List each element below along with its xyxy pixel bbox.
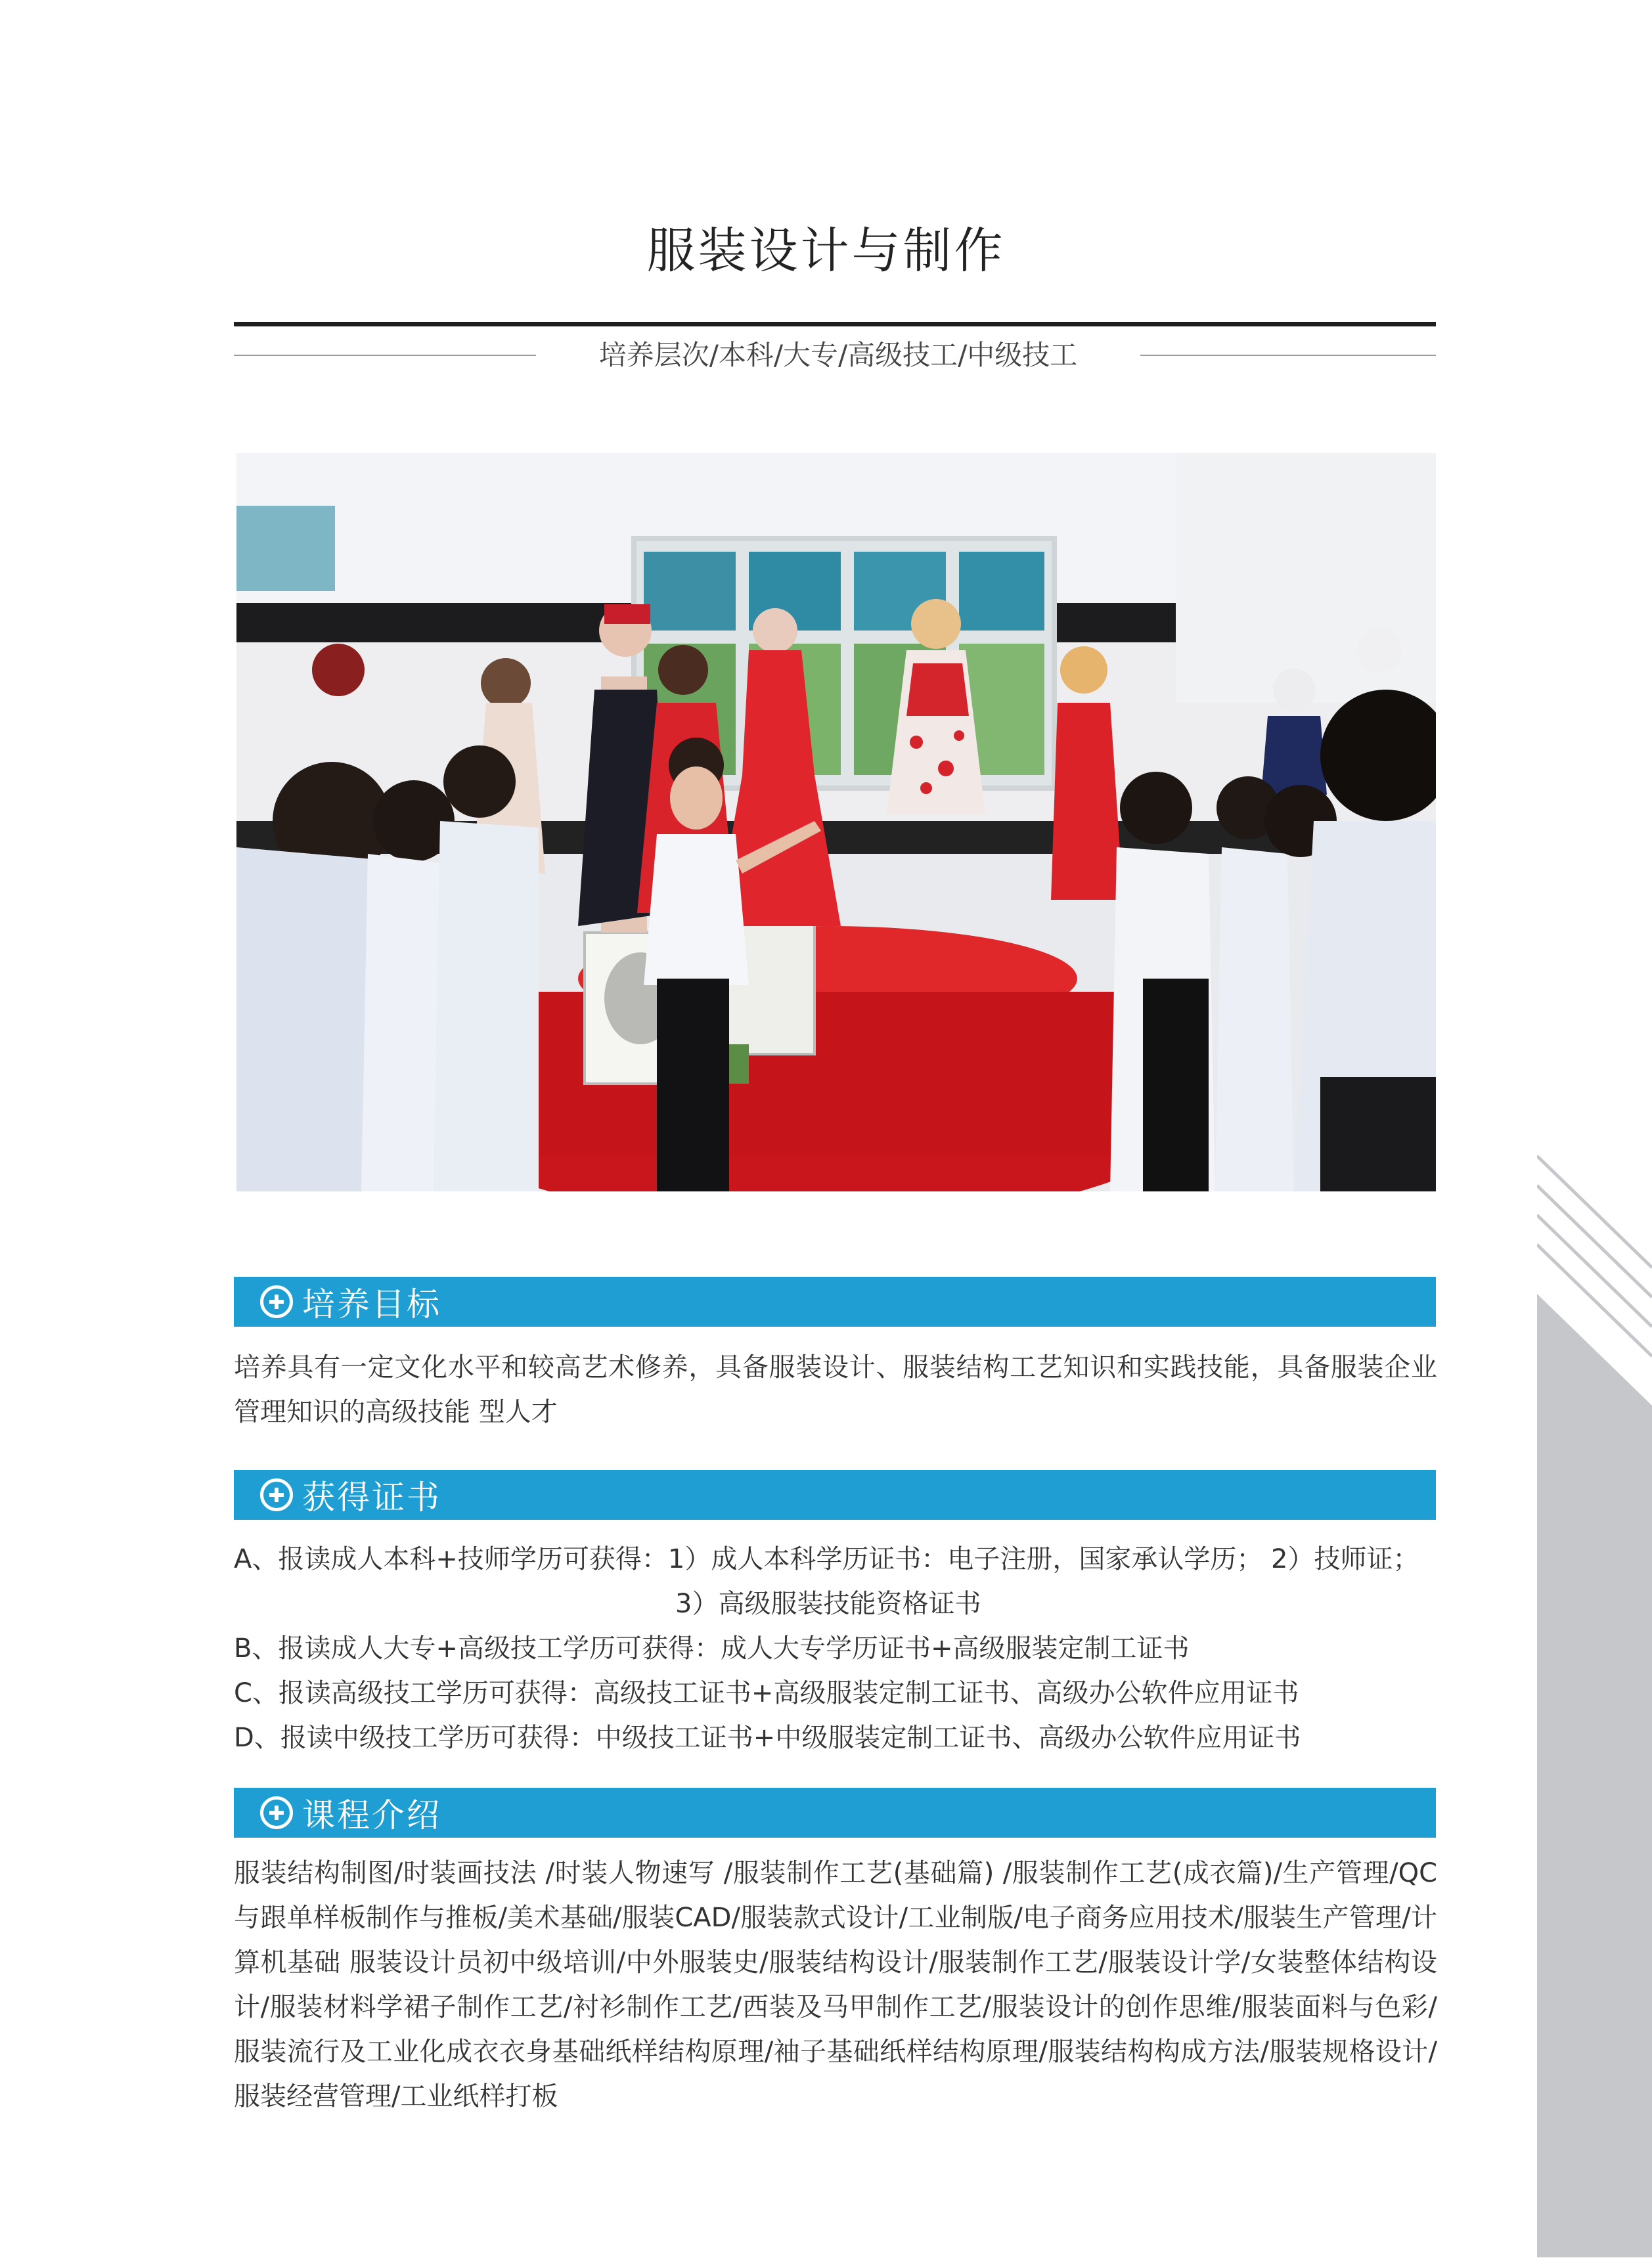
section-courses-text: 服装结构制图/时装画技法 /时装人物速写 /服装制作工艺(基础篇) /服装制作工艺(成衣篇)/生产管理/QC与跟单样板制作与推板/美术基础/服装CAD/服装款式设计/工业制版/电子商务应用技术/服装生产管理/计算机基础 服装设计员初中级培训/中外服装史/服装结构设计/服装制作工艺/服装设计学/女装整体结构设计/服装材料学裙子制作工艺/衬衫制作工艺/西装及马甲制作工艺/服装设计的创作思维/服装面料与色彩/服装流行及工业化成衣衣身基础纸样结构原理/袖子基础纸样结构原理/服装结构构成方法/服装规格设计/服装经营管理/工业纸样打板 <box>234 1858 1437 2112</box>
section-goal-header <box>234 1277 1436 1327</box>
section-certificates-title: 获得证书 <box>302 1478 441 1517</box>
section-certificates-header <box>234 1470 1436 1520</box>
subtitle-row <box>234 334 1436 377</box>
section-courses-title: 课程介绍 <box>302 1796 441 1834</box>
certificate-line-d: D、报读中级技工学历可获得：中级技工证书+中级服装定制工证书、高级办公软件应用证书 <box>234 1723 1301 1753</box>
section-courses-header <box>234 1788 1436 1838</box>
subtitle-line-left <box>234 355 536 356</box>
certificate-line-c: C、报读高级技工学历可获得：高级技工证书+高级服装定制工证书、高级办公软件应用证书 <box>234 1678 1299 1708</box>
section-goal-title: 培养目标 <box>302 1285 441 1323</box>
title-rule <box>234 322 1436 326</box>
subtitle: 培养层次/本科/大专/高级技工/中级技工 <box>598 339 1078 371</box>
section-goal-text: 培养具有一定文化水平和较高艺术修养，具备服装设计、服装结构工艺知识和实践技能，具备服装企业管理知识的高级技能 型人才 <box>234 1352 1437 1427</box>
plus-circle-icon <box>260 1796 293 1829</box>
certificate-line-b: B、报读成人大专+高级技工学历可获得：成人大专学历证书+高级服装定制工证书 <box>234 1633 1190 1664</box>
plus-circle-icon <box>260 1478 293 1511</box>
corner-decoration <box>1537 1143 1652 2257</box>
subtitle-line-right <box>1140 355 1436 356</box>
classroom-photo <box>236 453 1436 1191</box>
certificate-line-a-continued: 3）高级服装技能资格证书 <box>675 1589 981 1619</box>
certificate-line-a: A、报读成人本科+技师学历可获得：1）成人本科学历证书：电子注册，国家承认学历； 2）技师证； <box>234 1544 1419 1574</box>
page-title: 服装设计与制作 <box>646 223 1006 279</box>
plus-circle-icon <box>260 1285 293 1318</box>
